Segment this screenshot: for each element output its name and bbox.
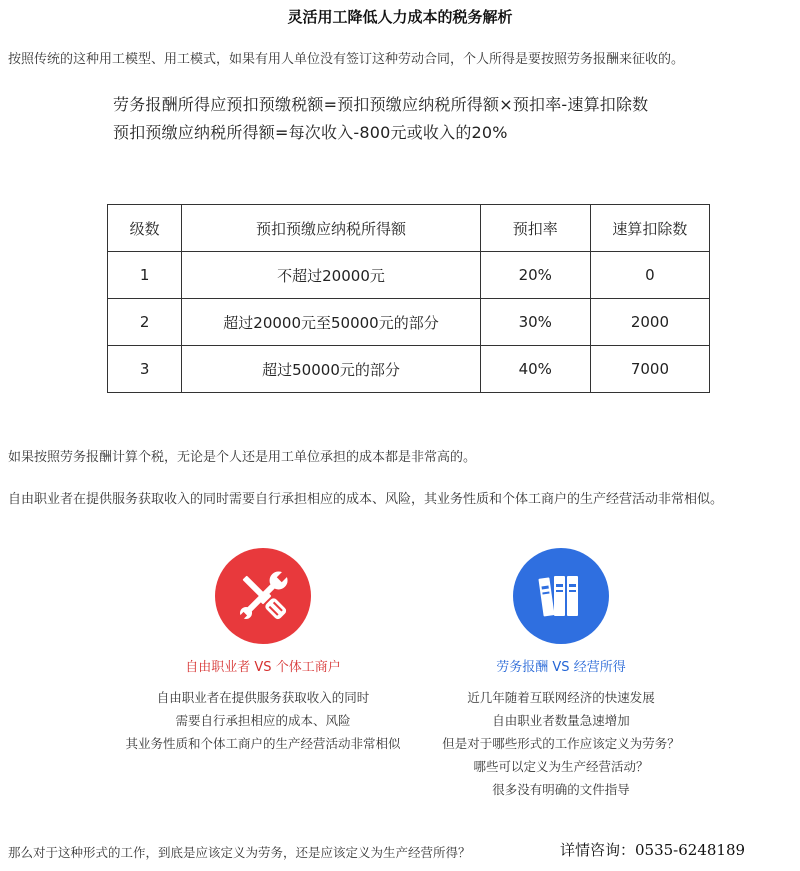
card-line: 需要自行承担相应的成本、风险	[175, 713, 351, 728]
cost-paragraph: 如果按照劳务报酬计算个税，无论是个人还是用工单位承担的成本都是非常高的。	[8, 450, 477, 465]
card-text-labor-income	[411, 686, 711, 801]
table-cell: 2000	[590, 299, 709, 346]
intro-paragraph: 按照传统的这种用工模型、用工模式，如果有用人单位没有签订这种劳动合同，个人所得是要按照劳务报酬来征收的。	[8, 52, 685, 67]
table-cell: 0	[590, 252, 709, 299]
card-line: 其业务性质和个体工商户的生产经营活动非常相似	[125, 736, 401, 751]
table-row	[108, 252, 710, 299]
tools-icon-badge	[215, 548, 311, 644]
table-cell: 超过50000元的部分	[182, 346, 480, 393]
wrench-screwdriver-icon	[231, 564, 295, 628]
tax-rate-table	[107, 204, 710, 393]
table-cell: 3	[108, 346, 182, 393]
card-line: 自由职业者在提供服务获取收入的同时	[156, 690, 370, 705]
card-line: 但是对于哪些形式的工作应该定义为劳务？	[442, 736, 680, 751]
table-cell: 30%	[480, 299, 590, 346]
card-line: 自由职业者数量急速增加	[492, 713, 630, 728]
table-cell: 2	[108, 299, 182, 346]
table-header-cell: 预扣预缴应纳税所得额	[182, 205, 480, 252]
table-cell: 7000	[590, 346, 709, 393]
page-title: 灵活用工降低人力成本的税务解析	[287, 8, 513, 26]
card-line: 哪些可以定义为生产经营活动？	[473, 759, 649, 774]
table-header-cell: 级数	[108, 205, 182, 252]
card-title-freelancer: 自由职业者 VS 个体工商户	[185, 660, 341, 675]
table-header-cell: 速算扣除数	[590, 205, 709, 252]
table-cell: 不超过20000元	[182, 252, 480, 299]
table-header-row	[108, 205, 710, 252]
table-cell: 1	[108, 252, 182, 299]
card-text-freelancer	[113, 686, 413, 755]
similarity-paragraph: 自由职业者在提供服务获取收入的同时需要自行承担相应的成本、风险，其业务性质和个体工商户的生产经营活动非常相似。	[8, 492, 724, 507]
formula-line-1: 劳务报酬所得应预扣预缴税额=预扣预缴应纳税所得额×预扣率-速算扣除数	[113, 95, 649, 114]
card-line: 近几年随着互联网经济的快速发展	[467, 690, 655, 705]
formula-line-2: 预扣预缴应纳税所得额=每次收入-800元或收入的20%	[113, 123, 508, 142]
bottom-question: 那么对于这种形式的工作，到底是应该定义为劳务，还是应该定义为生产经营所得？	[8, 845, 471, 860]
table-cell: 20%	[480, 252, 590, 299]
table-cell: 超过20000元至50000元的部分	[182, 299, 480, 346]
table-cell: 40%	[480, 346, 590, 393]
binders-icon	[531, 566, 591, 626]
contact-phone: 详情咨询：0535-6248189	[560, 841, 746, 859]
table-row	[108, 346, 710, 393]
table-row	[108, 299, 710, 346]
table-header-cell: 预扣率	[480, 205, 590, 252]
documents-icon-badge	[513, 548, 609, 644]
card-line: 很多没有明确的文件指导	[492, 782, 630, 797]
card-title-labor-income: 劳务报酬 VS 经营所得	[496, 660, 626, 675]
